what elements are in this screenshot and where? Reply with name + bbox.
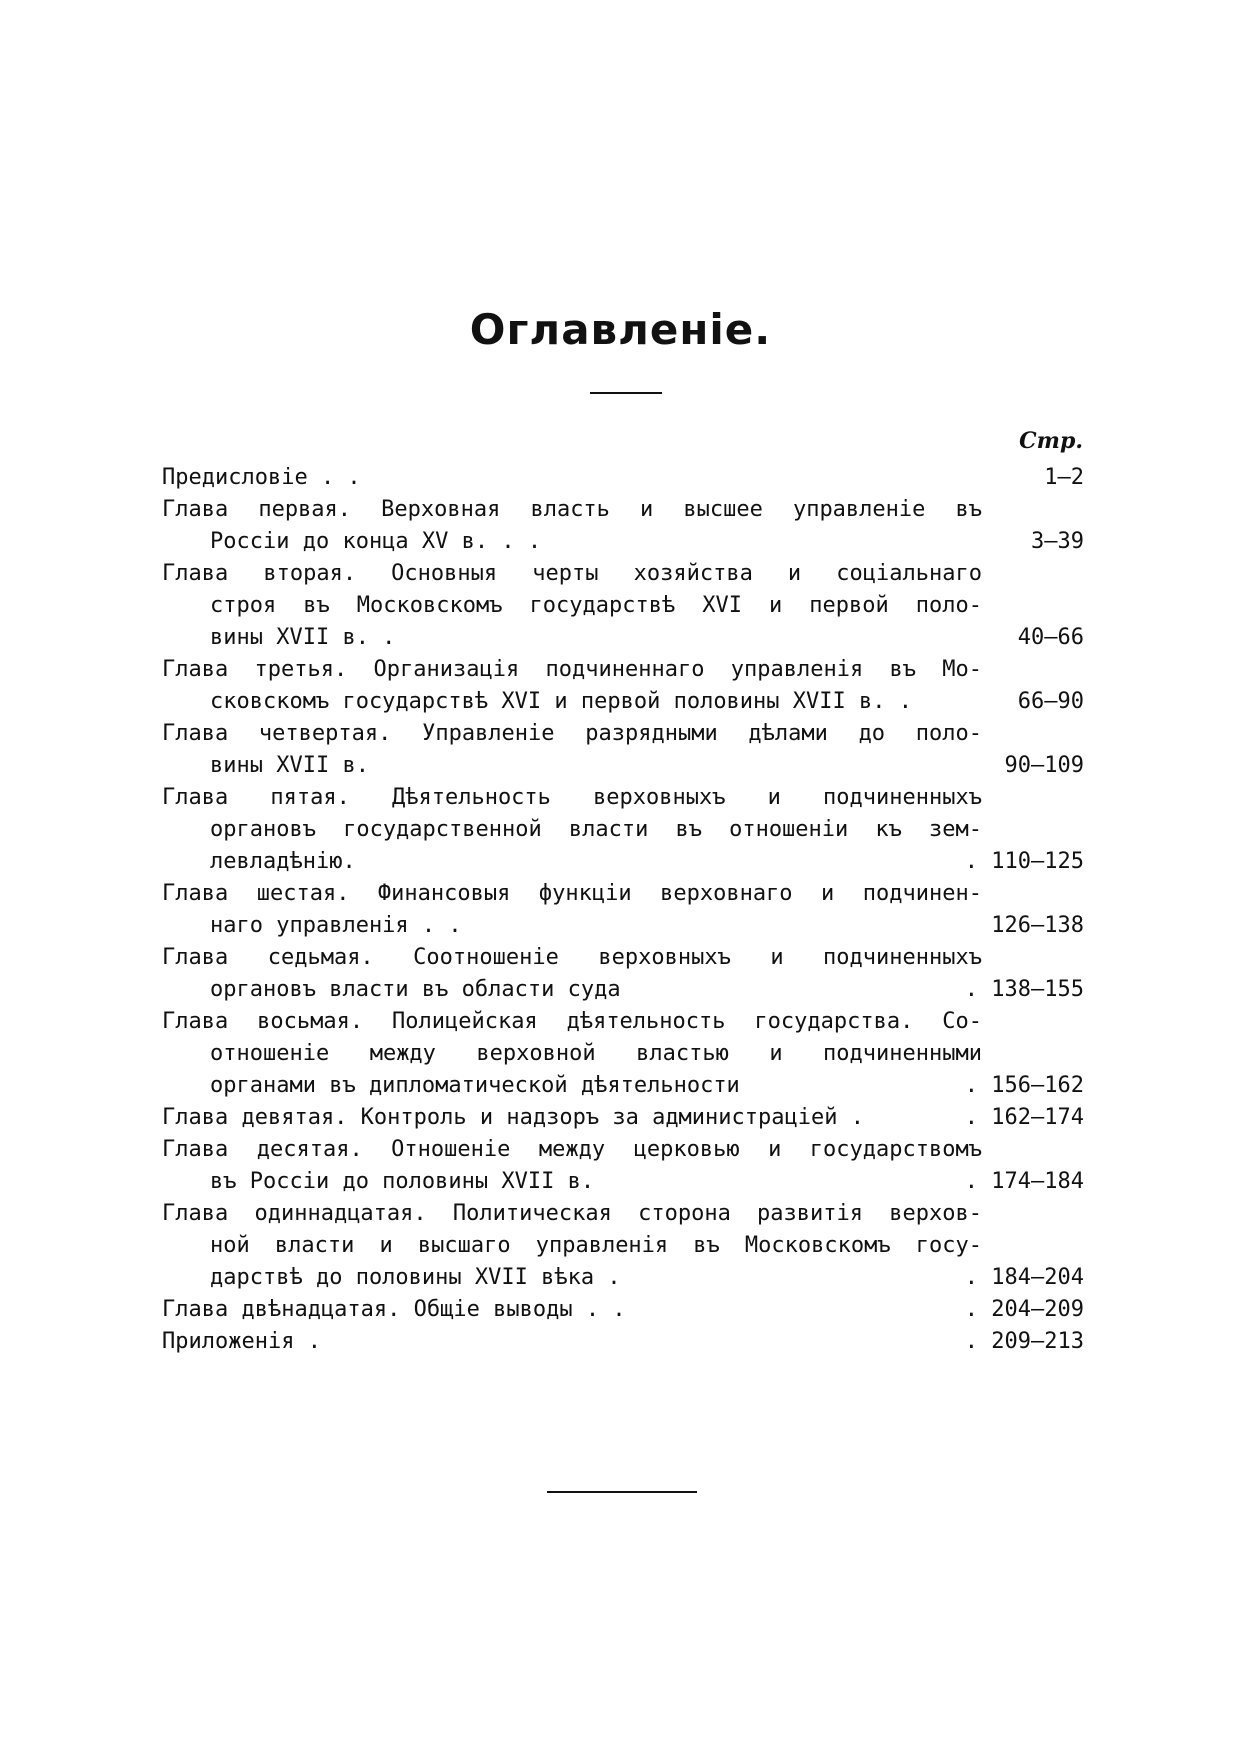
toc-entry-text: наго управленія . . (210, 913, 462, 938)
toc-entry-text: Глава вторая. Основныя черты хозяйства и соціальнаго (162, 561, 982, 586)
toc-entry-text: отношеніе между верховной властью и подчиненными (210, 1041, 982, 1066)
toc-page-range: . 184—204 (964, 1265, 1084, 1290)
toc-entry-text: вины XVII в. (210, 753, 369, 778)
toc-entry-line (162, 1294, 1084, 1326)
toc-entry-text: вины XVII в. . (210, 625, 396, 650)
toc-entry-line (210, 526, 1084, 558)
toc-page-range: . 162—174 (964, 1105, 1084, 1130)
toc-entry-line (210, 750, 1084, 782)
toc-entry-line (210, 590, 1084, 622)
bottom-divider (547, 1491, 697, 1493)
toc-entry-line (210, 910, 1084, 942)
toc-entry-line (162, 942, 1084, 974)
toc-entry-line (162, 1134, 1084, 1166)
toc-entry-line (210, 1070, 1084, 1102)
page-column-header: Стр. (1019, 428, 1083, 454)
toc-entry-text: въ Россіи до половины XVII в. (210, 1169, 595, 1194)
toc-page-range: 3—39 (1031, 529, 1084, 554)
toc-entry-text: Глава десятая. Отношеніе между церковью и государствомъ (162, 1137, 982, 1162)
toc-entry-text: Глава четвертая. Управленіе разрядными дѣлами до поло- (162, 721, 982, 746)
toc-page-range: . 174—184 (964, 1169, 1084, 1194)
toc-entry-text: сковскомъ государствѣ XVI и первой половины XVII в. . (210, 689, 912, 714)
toc-entry-text: органовъ государственной власти въ отношеніи къ зем- (210, 817, 982, 842)
toc-entry-text: Глава седьмая. Соотношеніе верховныхъ и подчиненныхъ (162, 945, 982, 970)
toc-entry-text: Предисловіе . . (162, 465, 361, 490)
toc-page-range: 90—109 (1004, 753, 1084, 778)
toc-page-range: . 138—155 (964, 977, 1084, 1002)
toc-entry-text: левладѣнію. (210, 849, 356, 874)
toc-entry-text: Глава одиннадцатая. Политическая сторона развитія верхов- (162, 1201, 982, 1226)
toc-entry-text: органами въ дипломатической дѣятельности (210, 1073, 740, 1098)
toc-entry-text: Приложенія . (162, 1329, 321, 1354)
toc-entry-line (210, 974, 1084, 1006)
toc-entry-line (210, 1038, 1084, 1070)
toc-entry-line (210, 1166, 1084, 1198)
toc-entry-line (162, 558, 1084, 590)
toc-entry-text: Глава третья. Организація подчиненнаго управленія въ Мо- (162, 657, 982, 682)
toc-entry-text: дарствѣ до половины XVII вѣка . (210, 1265, 621, 1290)
toc-page-range: 1—2 (1044, 465, 1084, 490)
toc-page-range: . 204—209 (964, 1297, 1084, 1322)
toc-entry-line (162, 494, 1084, 526)
toc-entry-line (210, 1230, 1084, 1262)
toc-entry-text: Россіи до конца XV в. . . (210, 529, 542, 554)
toc-entry-line (162, 654, 1084, 686)
toc-entry-line (162, 1326, 1084, 1358)
toc-page-range: 40—66 (1017, 625, 1084, 650)
toc-entry-line (162, 1006, 1084, 1038)
toc-entry-text: Глава девятая. Контроль и надзоръ за администраціей . (162, 1105, 864, 1130)
toc-page-range: . 110—125 (964, 849, 1084, 874)
toc-entry-text: Глава шестая. Финансовыя функціи верховнаго и подчинен- (162, 881, 982, 906)
toc-entry-line (210, 686, 1084, 718)
toc-page-range: . 209—213 (964, 1329, 1084, 1354)
toc-entry-line (162, 462, 1084, 494)
toc-entry-text: Глава пятая. Дѣятельность верховныхъ и подчиненныхъ (162, 785, 982, 810)
toc-entry-line (162, 1198, 1084, 1230)
toc-entry-line (162, 878, 1084, 910)
toc-entry-text: Глава восьмая. Полицейская дѣятельность государства. Со- (162, 1009, 982, 1034)
toc-page-range: 66—90 (1017, 689, 1084, 714)
toc-page-range: 126—138 (991, 913, 1084, 938)
toc-entry-line (162, 1102, 1084, 1134)
page-title: Оглавленіе. (469, 305, 772, 354)
toc-entry-line (210, 846, 1084, 878)
toc-entry-line (210, 622, 1084, 654)
toc-entry-line (210, 814, 1084, 846)
toc-entry-line (162, 782, 1084, 814)
toc-entry-line (210, 1262, 1084, 1294)
toc-entry-text: строя въ Московскомъ государствѣ XVI и первой поло- (210, 593, 982, 618)
toc-page-range: . 156—162 (964, 1073, 1084, 1098)
top-divider (590, 392, 662, 394)
toc-entry-line (162, 718, 1084, 750)
toc-entry-text: органовъ власти въ области суда (210, 977, 621, 1002)
toc-entry-text: Глава двѣнадцатая. Общіе выводы . . (162, 1297, 626, 1322)
toc-entry-text: ной власти и высшаго управленія въ Московскомъ госу- (210, 1233, 982, 1258)
toc-entry-text: Глава первая. Верховная власть и высшее управленіе въ (162, 497, 982, 522)
